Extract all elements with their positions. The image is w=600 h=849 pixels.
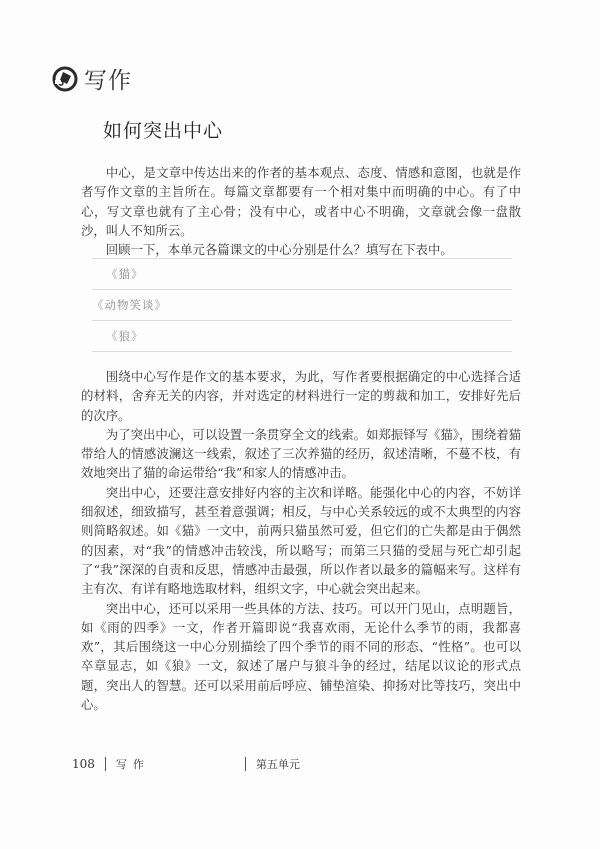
divider [245, 757, 246, 771]
section-header [52, 62, 132, 95]
fill-in-table [92, 258, 512, 352]
intro-text [81, 163, 521, 259]
table-row[interactable] [92, 321, 512, 351]
section-title: 写作 [84, 68, 132, 94]
page-number: 108 [72, 757, 95, 771]
row-label: 《狼》 [106, 329, 144, 343]
divider [92, 351, 512, 352]
paragraph: 围绕中心写作是作文的基本要求，为此，写作者要根据确定的中心选择合适的材料，舍弃无关的内容，并对选定的材料进行一定的剪裁和加工，安排好先后的次序。 [81, 369, 521, 423]
main-text [81, 367, 521, 714]
divider [105, 757, 106, 771]
row-label: 《猫》 [106, 267, 144, 281]
table-row[interactable] [92, 259, 512, 289]
page-footer [72, 756, 300, 772]
writing-pen-icon [52, 66, 78, 92]
paragraph: 中心，是文章中传达出来的作者的基本观点、态度、情感和意图，也就是作者写作文章的主旨所在。每篇文章都要有一个相对集中而明确的中心。有了中心，写文章也就有了主心骨；没有中心，或者中心不明确，文章就会像一盘散沙，叫人不知所云。 [81, 165, 521, 238]
paragraph: 突出中心，还可以采用一些具体的方法、技巧。可以开门见山，点明题旨，如《雨的四季》一文，作者开篇即说“我喜欢雨，无论什么季节的雨，我都喜欢”，其后围绕这一中心分别描绘了四个季节的雨不同的形态、“性格”。也可以卒章显志，如《狼》一文，叙述了屠户与狼斗争的经过，结尾以议论的形式点题，突出人的智慧。还可以采用前后呼应、铺垫渲染、抑扬对比等技巧，突出中心。 [81, 600, 521, 713]
page-title: 如何突出中心 [103, 120, 224, 142]
table-row[interactable] [92, 290, 512, 320]
paragraph: 突出中心，还要注意安排好内容的主次和详略。能强化中心的内容，不妨详细叙述，细致描写，甚至着意强调；相反，与中心关系较远的或不太典型的内容则简略叙述。如《猫》一文中，前两只猫虽然可爱，但它们的亡失都是由于偶然的因素，对“我”的情感冲击较浅，所以略写；而第三只猫的受屈与死亡却引起了“我”深深的自责和反思，情感冲击最强，所以作者以最多的篇幅来写。这样有主有次、有详有略地选取材料，组织文字，中心就会突出起来。 [81, 484, 521, 597]
paragraph: 回顾一下，本单元各篇课文的中心分别是什么？填写在下表中。 [105, 242, 453, 258]
footer-unit: 第五单元 [255, 758, 300, 771]
footer-section: 写作 [115, 758, 150, 771]
paragraph: 为了突出中心，可以设置一条贯穿全文的线索。如郑振铎写《猫》，围绕着猫带给人的情感波澜这一线索，叙述了三次养猫的经历，叙述清晰，不蔓不枝，有效地突出了猫的命运带给“我”和家人的情感冲击。 [81, 426, 521, 481]
row-label: 《动物笑谈》 [92, 298, 167, 312]
